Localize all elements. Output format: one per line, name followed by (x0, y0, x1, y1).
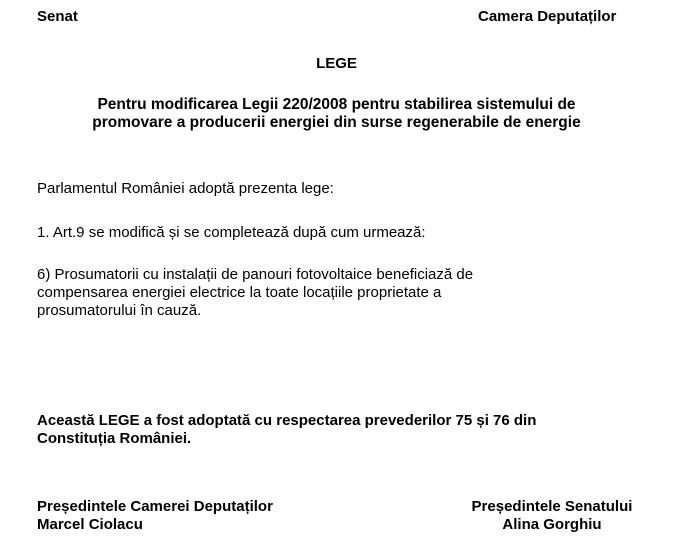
document-title: LEGE (316, 55, 357, 72)
paragraph-line-2: compensarea energiei electrice la toate locațiile proprietate a (37, 284, 442, 301)
article-paragraph (37, 266, 473, 320)
signature-right-name: Alina Gorghiu (502, 516, 602, 533)
document-subtitle (0, 96, 673, 132)
signature-left-role: Președintele Camerei Deputaților (37, 498, 273, 515)
intro-text: Parlamentul României adoptă prezenta lege: (37, 180, 334, 197)
paragraph-line-1: 6) Prosumatorii cu instalații de panouri fotovoltaice beneficiază de (37, 266, 474, 283)
adoption-statement (37, 412, 536, 448)
header-senat: Senat (37, 8, 78, 25)
subtitle-line-1: Pentru modificarea Legii 220/2008 pentru stabilirea sistemului de (97, 96, 576, 113)
signature-right (452, 498, 652, 534)
adoption-line-2: Constituția României. (37, 430, 192, 447)
subtitle-line-2: promovare a producerii energiei din surse regenerabile de energie (92, 114, 581, 131)
article-text: 1. Art.9 se modifică și se completează după cum urmează: (37, 224, 426, 241)
header-camera-deputatilor: Camera Deputaților (478, 8, 617, 25)
paragraph-line-3: prosumatorului în cauză. (37, 302, 202, 319)
signature-left-name: Marcel Ciolacu (37, 516, 143, 533)
signature-right-role: Președintele Senatului (471, 498, 633, 515)
adoption-line-1: Această LEGE a fost adoptată cu respectarea prevederilor 75 și 76 din (37, 412, 537, 429)
signature-left (37, 498, 273, 534)
